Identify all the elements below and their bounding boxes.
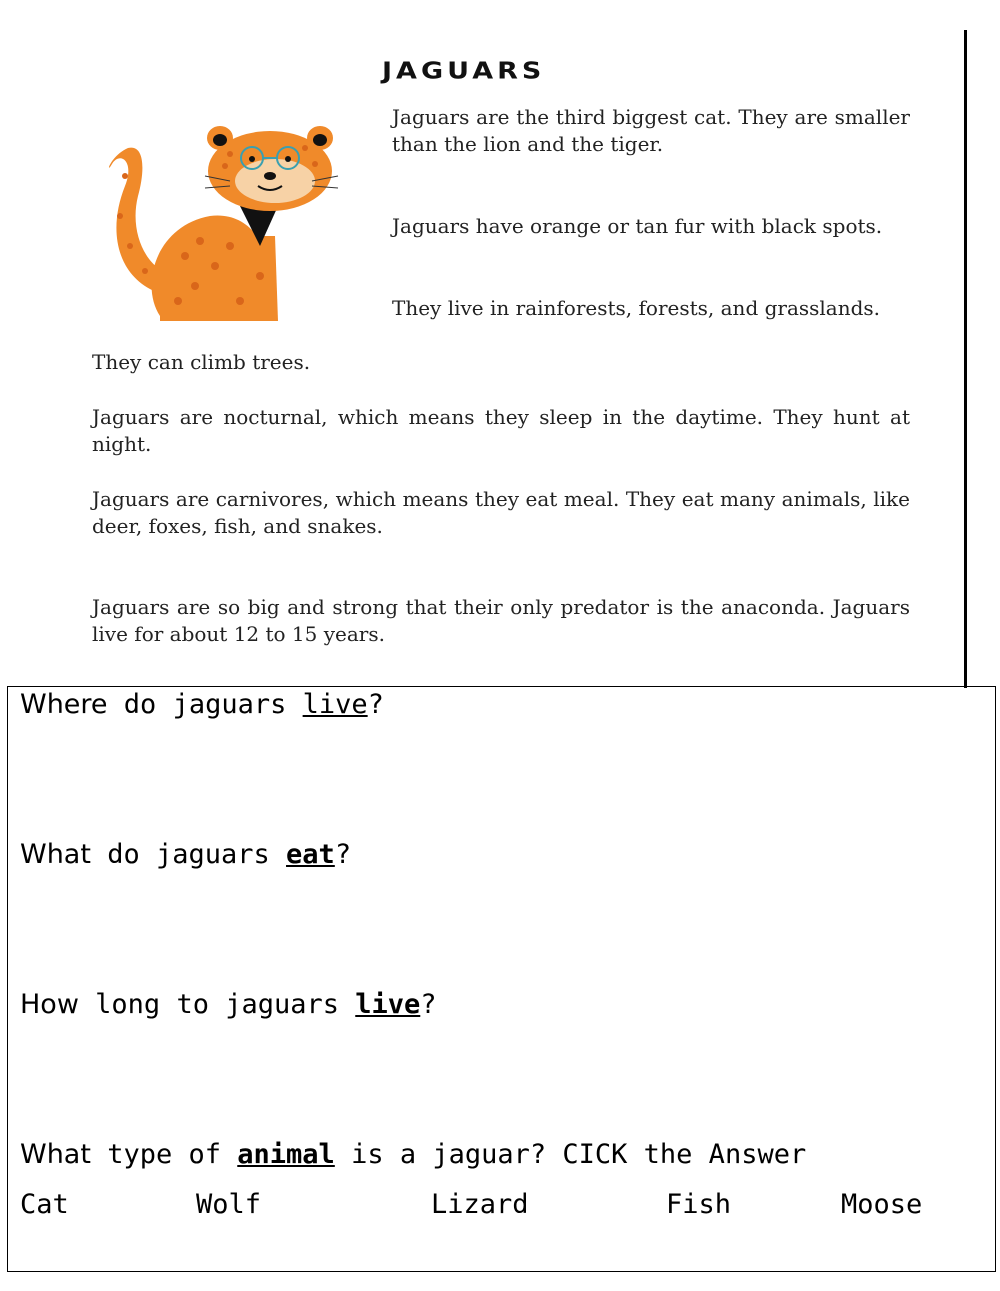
answer-option-moose[interactable]: Moose	[841, 1189, 923, 1220]
paragraph-climb: They can climb trees.	[92, 350, 311, 374]
paragraph-lifespan: Jaguars are so big and strong that their only predator is the anaconda. Jaguars live for about 12 to 15 years.	[92, 595, 910, 646]
paragraph-diet: Jaguars are carnivores, which means they eat meal. They eat many animals, like deer, foxes, fish, and snakes.	[92, 487, 910, 538]
paragraph-fur: Jaguars have orange or tan fur with black spots.	[392, 214, 883, 238]
paragraph-nocturnal: Jaguars are nocturnal, which means they sleep in the daytime. They hunt at night.	[92, 405, 910, 456]
question-lifespan: How long to jaguars live?	[20, 989, 437, 1020]
question-animal-type: What type of animal is a jaguar? CICK the Answer	[20, 1139, 807, 1170]
question-eat: What do jaguars eat?	[20, 839, 352, 870]
divider-line	[964, 30, 967, 688]
paragraph-size: Jaguars are the third biggest cat. They are smaller than the lion and the tiger.	[392, 105, 910, 156]
paragraph-habitat: They live in rainforests, forests, and grasslands.	[392, 296, 881, 320]
answer-option-fish[interactable]: Fish	[666, 1189, 732, 1220]
question-where: Where do jaguars live?	[20, 689, 384, 720]
page-title: JAGUARS	[382, 58, 546, 85]
jaguar-illustration	[100, 126, 360, 326]
answer-option-cat[interactable]: Cat	[20, 1189, 69, 1220]
answer-option-wolf[interactable]: Wolf	[196, 1189, 262, 1220]
questions-box	[7, 686, 996, 1272]
answer-option-lizard[interactable]: Lizard	[431, 1189, 529, 1220]
